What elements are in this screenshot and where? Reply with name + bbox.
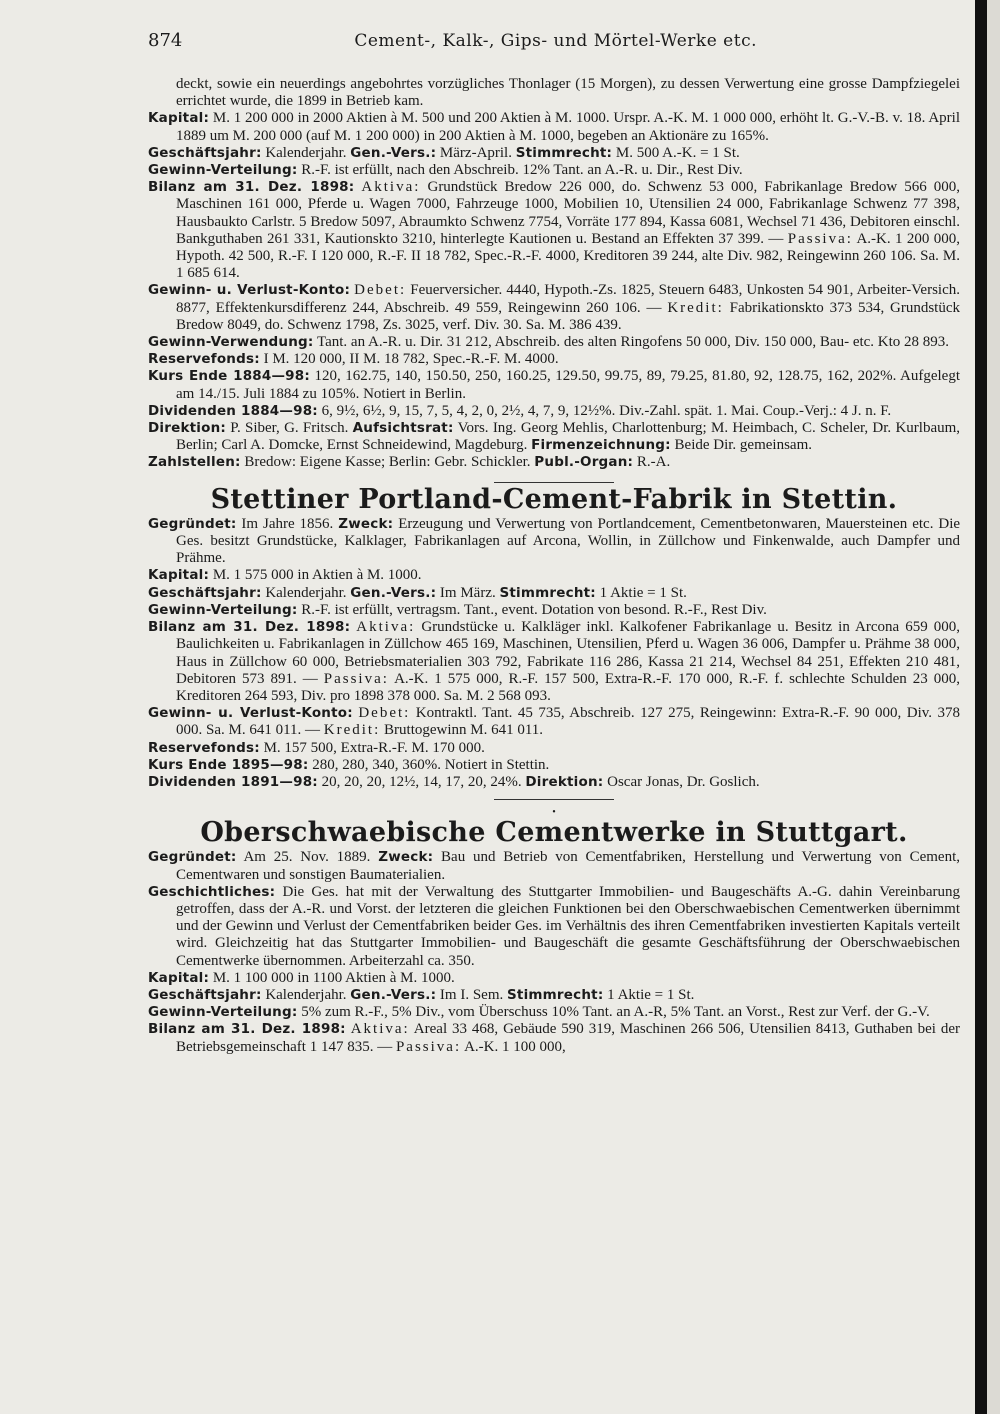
page-content: [148, 76, 960, 1056]
section1-gewinnverteilung: Gewinn-Verteilung: R.-F. ist erfüllt, nach den Abschreib. 12% Tant. an A.-R. u. Dir., Rest Div.: [148, 162, 743, 179]
section1-intro: deckt, sowie ein neuerdings angebohrtes vorzügliches Thonlager (15 Morgen), zu dessen Verwertung eine grosse Dampfziegelei errichtet wurde, die 1899 in Betrieb kam.: [176, 76, 960, 110]
section3-geschichtliches: Geschichtliches: Die Ges. hat mit der Verwaltung des Stuttgarter Immobilien- und Baugeschäfts A.-G. dahin Vereinbarung getroffen, dass der A.-R. und Vorst. der letzteren die gleichen Funktionen bei den Oberschwaebischen Cementwerken übernimmt und der Gewinn und Verlust der Cementfabriken beider Ges. im Verhältnis des ihren Cementfabriken investierten Kapitals verteilt wird. Gleichzeitig hat das Stuttgarter Immobilien- und Baugeschäft die gesamte Geschäftsführung der Oberschwaebischen Cementwerke übernommen. Arbeiterzahl ca. 350.: [148, 883, 960, 969]
section1-kurs: Kurs Ende 1884—98: 120, 162.75, 140, 150.50, 250, 160.25, 129.50, 99.75, 89, 79.25, 81.80, 92, 128.75, 162, 202%. Aufgelegt am 14./15. Juli 1884 zu 105%. Notiert in Berlin.: [148, 368, 960, 402]
section-divider: [494, 799, 614, 800]
page-number: 874: [148, 30, 183, 51]
section2-geschaeftsjahr: Geschäftsjahr: Kalenderjahr. Gen.-Vers.: Im März. Stimmrecht: 1 Aktie = 1 St.: [148, 584, 687, 601]
section-divider: [494, 482, 614, 483]
section2-guv: Gewinn- u. Verlust-Konto: Debet: Kontraktl. Tant. 45 735, Abschreib. 127 275, Reingewinn: Extra-R.-F. 90 000, Div. 378 000. Sa. M. 641 011. — Kredit: Bruttogewinn M. 641 011.: [148, 705, 960, 739]
running-title: Cement-, Kalk-, Gips- und Mörtel-Werke etc.: [354, 31, 757, 51]
section2-gewinnverteilung: Gewinn-Verteilung: R.-F. ist erfüllt, vertragsm. Tant., event. Dotation von besond. R.-F., Rest Div.: [148, 601, 767, 618]
ornament-dot: •: [552, 807, 556, 819]
section1-reservefonds: Reservefonds: I M. 120 000, II M. 18 782, Spec.-R.-F. M. 4000.: [148, 351, 559, 368]
section2-dividenden: Dividenden 1891—98: 20, 20, 20, 12½, 14, 17, 20, 24%. Direktion: Oscar Jonas, Dr. Goslich.: [148, 773, 760, 790]
section1-dividenden: Dividenden 1884—98: 6, 9½, 6½, 9, 15, 7, 5, 4, 2, 0, 2½, 4, 7, 9, 12½%. Div.-Zahl. spät. 1. Mai. Coup.-Verj.: 4 J. n. F.: [148, 402, 892, 419]
section3-kapital: Kapital: M. 1 100 000 in 1100 Aktien à M. 1000.: [148, 969, 455, 986]
section2-reservefonds: Reservefonds: M. 157 500, Extra-R.-F. M. 170 000.: [148, 739, 485, 756]
company-title-stuttgart: Oberschwaebische Cementwerke in Stuttgart.: [200, 817, 908, 849]
section3-gegruendet: Gegründet: Am 25. Nov. 1889. Zweck: Bau und Betrieb von Cementfabriken, Herstellung und Verwertung von Cement, Cementwaren und sonstigen Baumaterialien.: [148, 849, 960, 883]
section1-geschaeftsjahr: Geschäftsjahr: Kalenderjahr. Gen.-Vers.: März-April. Stimmrecht: M. 500 A.-K. = 1 St.: [148, 144, 740, 161]
section3-geschaeftsjahr: Geschäftsjahr: Kalenderjahr. Gen.-Vers.: Im I. Sem. Stimmrecht: 1 Aktie = 1 St.: [148, 986, 695, 1003]
section2-bilanz: Bilanz am 31. Dez. 1898: Aktiva: Grundstücke u. Kalkläger inkl. Kalkofener Fabrikanlage u. Besitz in Arcona 659 000, Baulichkeiten u. Fabrikanlagen in Züllchow 465 169, Maschinen, Utensilien, Pferd u. Wagen 36 006, Dampfer u. Prähme 38 000, Haus in Züllchow 60 000, Betriebsmaterialien 303 792, Fabrikate 116 286, Kassa 21 214, Wechsel 84 251, Effekten 210 481, Debitoren 573 891. — Passiva: A.-K. 1 575 000, R.-F. 157 500, Extra-R.-F. 170 000, R.-F. f. schlechte Schulden 23 000, Kreditoren 264 593, Div. pro 1898 378 000. Sa. M. 2 568 093.: [148, 619, 960, 704]
company-title-stettin: Stettiner Portland-Cement-Fabrik in Stettin.: [210, 483, 898, 515]
page-header: [148, 30, 958, 51]
section1-guv: Gewinn- u. Verlust-Konto: Debet: Feuerversicher. 4440, Hypoth.-Zs. 1825, Steuern 6483, Unkosten 54 901, Arbeiter-Versich. 8877, Effektenkursdifferenz 244, Abschreib. 49 559, Reingewinn 260 106. — Kredit: Fabrikationskto 373 534, Grundstück Bredow 8049, do. Schwenz 1798, Zs. 3025, verf. Div. 30. Sa. M. 386 439.: [148, 282, 960, 333]
adjacent-page-edge: [987, 0, 1000, 1414]
section3-gewinnverteilung: Gewinn-Verteilung: 5% zum R.-F., 5% Div., vom Überschuss 10% Tant. an A.-R, 5% Tant. an Vorst., Rest zur Verf. der G.-V.: [148, 1004, 930, 1021]
section1-zahlstellen: Zahlstellen: Bredow: Eigene Kasse; Berlin: Gebr. Schickler. Publ.-Organ: R.-A.: [148, 454, 671, 471]
section2-kapital: Kapital: M. 1 575 000 in Aktien à M. 1000.: [148, 567, 422, 584]
section2-kurs: Kurs Ende 1895—98: 280, 280, 340, 360%. Notiert in Stettin.: [148, 756, 550, 773]
section1-verwendung: Gewinn-Verwendung: Tant. an A.-R. u. Dir. 31 212, Abschreib. des alten Ringofens 50 000, Div. 150 000, Bau- etc. Kto 28 893.: [148, 334, 950, 351]
section1-direktion: Direktion: P. Siber, G. Fritsch. Aufsichtsrat: Vors. Ing. Georg Mehlis, Charlottenburg; M. Heimbach, C. Scheler, Dr. Kurlbaum, Berlin; Carl A. Domcke, Ernst Schneidewind, Magdeburg. Firmenzeichnung: Beide Dir. gemeinsam.: [148, 420, 960, 454]
section3-bilanz: Bilanz am 31. Dez. 1898: Aktiva: Areal 33 468, Gebäude 590 319, Maschinen 266 506, Utensilien 8413, Guthaben bei der Betriebsgemeinschaft 1 147 835. — Passiva: A.-K. 1 100 000,: [148, 1021, 960, 1055]
section2-gegruendet: Gegründet: Im Jahre 1856. Zweck: Erzeugung und Verwertung von Portlandcement, Cementbetonwaren, Mauersteinen etc. Die Ges. besitzt Grundstücke, Kalklager, Fabrikanlagen auf Arcona, Wollin, in Züllchow und Finkenwalde, auch Dampfer und Prähme.: [148, 515, 960, 567]
section1-bilanz: Bilanz am 31. Dez. 1898: Aktiva: Grundstück Bredow 226 000, do. Schwenz 53 000, Fabrikanlage Bredow 566 000, Maschinen 161 000, Pferde u. Wagen 7000, Fahrzeuge 1000, Mobilien 10, Utensilien 24 000, Fabrikanlage Schwenz 77 398, Hausbaukto Carlstr. 5 Bredow 5097, Abraumkto Schwenz 7754, Vorräte 177 894, Kassa 6081, Wechsel 71 436, Debitoren einschl. Bankguthaben 261 331, Kautionskto 3210, hinterlegte Kautionen u. Bestand an Effekten 37 399. — Passiva: A.-K. 1 200 000, Hypoth. 42 500, R.-F. I 120 000, R.-F. II 18 782, Spec.-R.-F. 4000, Kreditoren 39 244, alte Div. 982, Reingewinn 260 106. Sa. M. 1 685 614.: [148, 179, 960, 282]
binding-edge: [975, 0, 987, 1414]
section1-kapital: Kapital: M. 1 200 000 in 2000 Aktien à M. 500 und 200 Aktien à M. 1000. Urspr. A.-K. M. 1 000 000, erhöht lt. G.-V.-B. v. 18. April 1889 um M. 200 000 (auf M. 1 200 000) in 200 Aktien à M. 1000, begeben an Aktionäre zu 165%.: [148, 110, 960, 144]
